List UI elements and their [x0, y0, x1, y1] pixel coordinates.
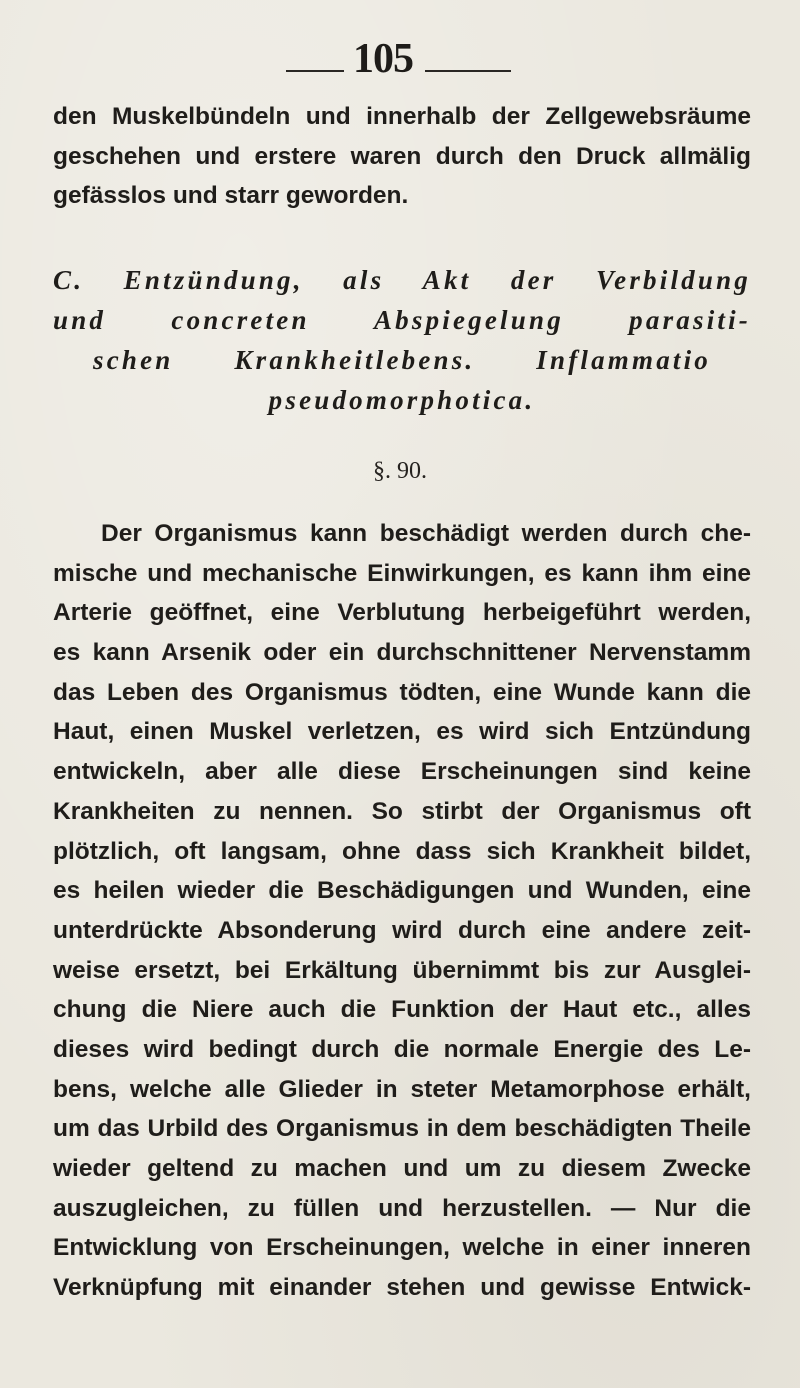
text-line: Verknüpfung mit einander stehen und gewisse Entwick- — [53, 1274, 751, 1302]
text-line: auszugleichen, zu füllen und herzustellen. — Nur die — [53, 1194, 751, 1222]
text-line: wieder geltend zu machen und um zu diesem Zwecke — [53, 1155, 751, 1182]
heading-line: schen Krankheitlebens. Inflammatio — [93, 345, 711, 375]
text-line: mische und mechanische Einwirkungen, es kann ihm eine — [53, 559, 751, 587]
text-line: es kann Arsenik oder ein durchschnittener Nervenstamm — [53, 639, 751, 667]
heading-line: und concreten Abspiegelung parasiti- — [53, 305, 751, 335]
paragraph-main — [53, 514, 751, 1308]
text-line: Arterie geöffnet, eine Verblutung herbeigeführt werden, — [53, 599, 751, 627]
text-line: geschehen und erstere waren durch den Druck allmälig — [53, 142, 751, 170]
text-line: gefässlos und starr geworden. — [53, 182, 409, 210]
text-line: um das Urbild des Organismus in dem beschädigten Theile — [53, 1115, 751, 1143]
heading-line: pseudomorphotica. — [268, 385, 536, 415]
text-line: bens, welche alle Glieder in steter Metamorphose erhält, — [53, 1075, 751, 1103]
header-rule-left — [286, 70, 344, 72]
text-line: das Leben des Organismus tödten, eine Wunde kann die — [53, 678, 751, 706]
text-line: weise ersetzt, bei Erkältung übernimmt bis zur Ausglei- — [53, 956, 751, 984]
text-line: plötzlich, oft langsam, ohne dass sich Krankheit bildet, — [53, 837, 751, 865]
text-line: dieses wird bedingt durch die normale Energie des Le- — [53, 1035, 751, 1063]
header-rule-right — [425, 70, 511, 72]
text-line: chung die Niere auch die Funktion der Haut etc., alles — [53, 996, 751, 1024]
text-line: den Muskelbündeln und innerhalb der Zellgewebsräume — [53, 103, 751, 130]
text-line: Krankheiten zu nennen. So stirbt der Organismus oft — [53, 797, 751, 825]
text-line: entwickeln, aber alle diese Erscheinungen sind keine — [53, 758, 751, 786]
text-line: Der Organismus kann beschädigt werden durch che- — [101, 520, 751, 547]
section-number: §. 90. — [373, 458, 427, 484]
page-number: 105 — [353, 36, 413, 82]
text-line: Haut, einen Muskel verletzen, es wird sich Entzündung — [53, 718, 751, 746]
text-line: es heilen wieder die Beschädigungen und Wunden, eine — [53, 877, 751, 905]
section-heading — [53, 260, 751, 420]
text-line: unterdrückte Absonderung wird durch eine andere zeit- — [53, 916, 751, 944]
paragraph-continued — [53, 97, 751, 216]
page-header — [0, 34, 800, 84]
heading-line: C. Entzündung, als Akt der Verbildung — [53, 265, 751, 295]
text-line: Entwicklung von Erscheinungen, welche in einer inneren — [53, 1234, 751, 1262]
